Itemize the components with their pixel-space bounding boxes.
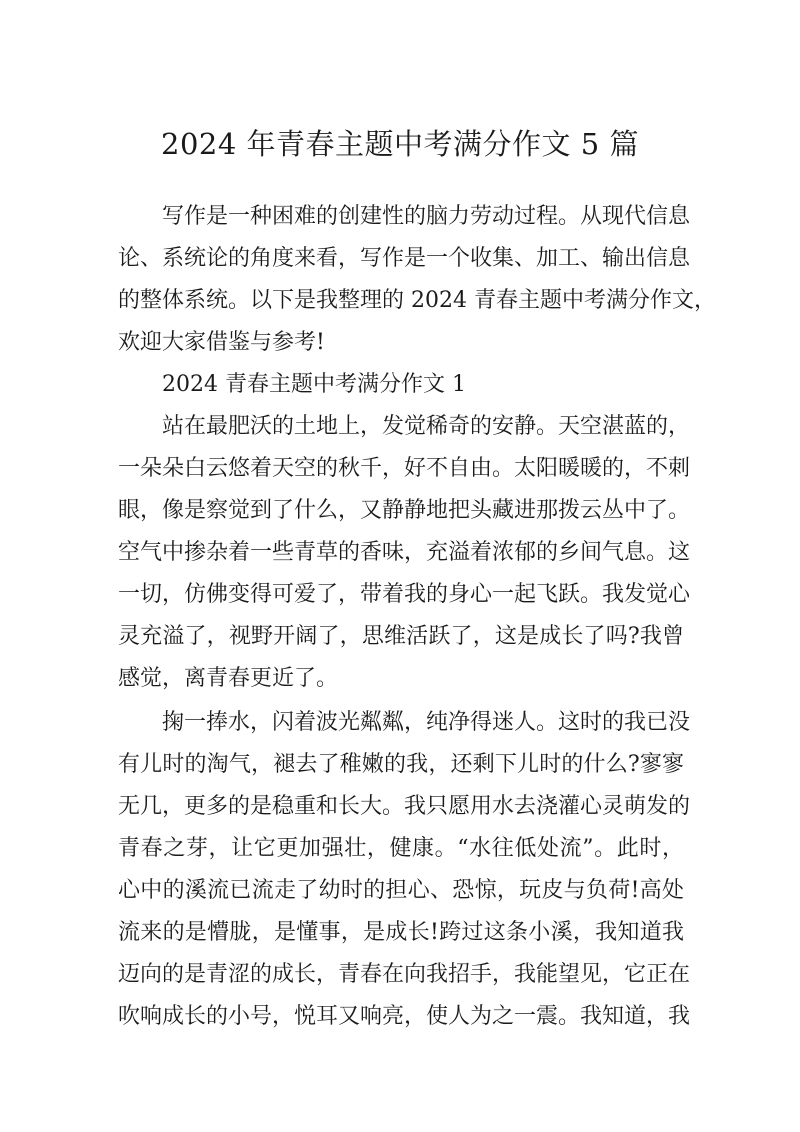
document-body — [118, 196, 716, 1038]
paragraph-line: 论、系统论的角度来看，写作是一个收集、加工、输出信息 — [118, 246, 691, 271]
paragraph-line: 空气中掺杂着一些青草的香味，充溢着浓郁的乡间气息。这 — [118, 540, 691, 565]
paragraph-line: 有儿时的淘气，褪去了稚嫩的我，还剩下儿时的什么?寥寥 — [118, 752, 684, 777]
paragraph-line: 流来的是懵胧，是懂事，是成长!跨过这条小溪，我知道我 — [118, 920, 684, 945]
paragraph-line: 迈向的是青涩的成长，青春在向我招手，我能望见，它正在 — [118, 962, 691, 987]
paragraph-line: 吹响成长的小号，悦耳又响亮，使人为之一震。我知道，我 — [118, 1004, 691, 1029]
paragraph-line: 青春之芽，让它更加强壮，健康。“水往低处流”。此时， — [118, 836, 684, 861]
paragraph-line: 灵充溢了，视野开阔了，思维活跃了，这是成长了吗?我曾 — [118, 624, 684, 649]
paragraph-line: 无几，更多的是稳重和长大。我只愿用水去浇灌心灵萌发的 — [118, 794, 691, 819]
paragraph-line: 掬一捧水，闪着波光粼粼，纯净得迷人。这时的我已没 — [162, 710, 691, 735]
paragraph-line: 欢迎大家借鉴与参考! — [118, 330, 325, 355]
paragraph-line: 写作是一种困难的创建性的脑力劳动过程。从现代信息 — [162, 204, 691, 229]
document-title: 2024 年青春主题中考满分作文 5 篇 — [161, 127, 639, 161]
paragraph-line: 心中的溪流已流走了幼时的担心、恐惊，玩皮与负荷!高处 — [118, 878, 684, 903]
paragraph-line: 感觉，离青春更近了。 — [118, 666, 339, 691]
paragraph-line: 的整体系统。以下是我整理的 2024 青春主题中考满分作文， — [118, 288, 716, 313]
paragraph-line: 站在最肥沃的土地上，发觉稀奇的安静。天空湛蓝的， — [162, 414, 691, 439]
paragraph-line: 眼，像是察觉到了什么，又静静地把头藏进那拨云丛中了。 — [118, 498, 691, 523]
section-heading: 2024 青春主题中考满分作文 1 — [162, 372, 466, 397]
paragraph-line: 一朵朵白云悠着天空的秋千，好不自由。太阳暖暖的，不刺 — [118, 456, 691, 481]
paragraph-line: 一切，仿佛变得可爱了，带着我的身心一起飞跃。我发觉心 — [118, 582, 691, 607]
